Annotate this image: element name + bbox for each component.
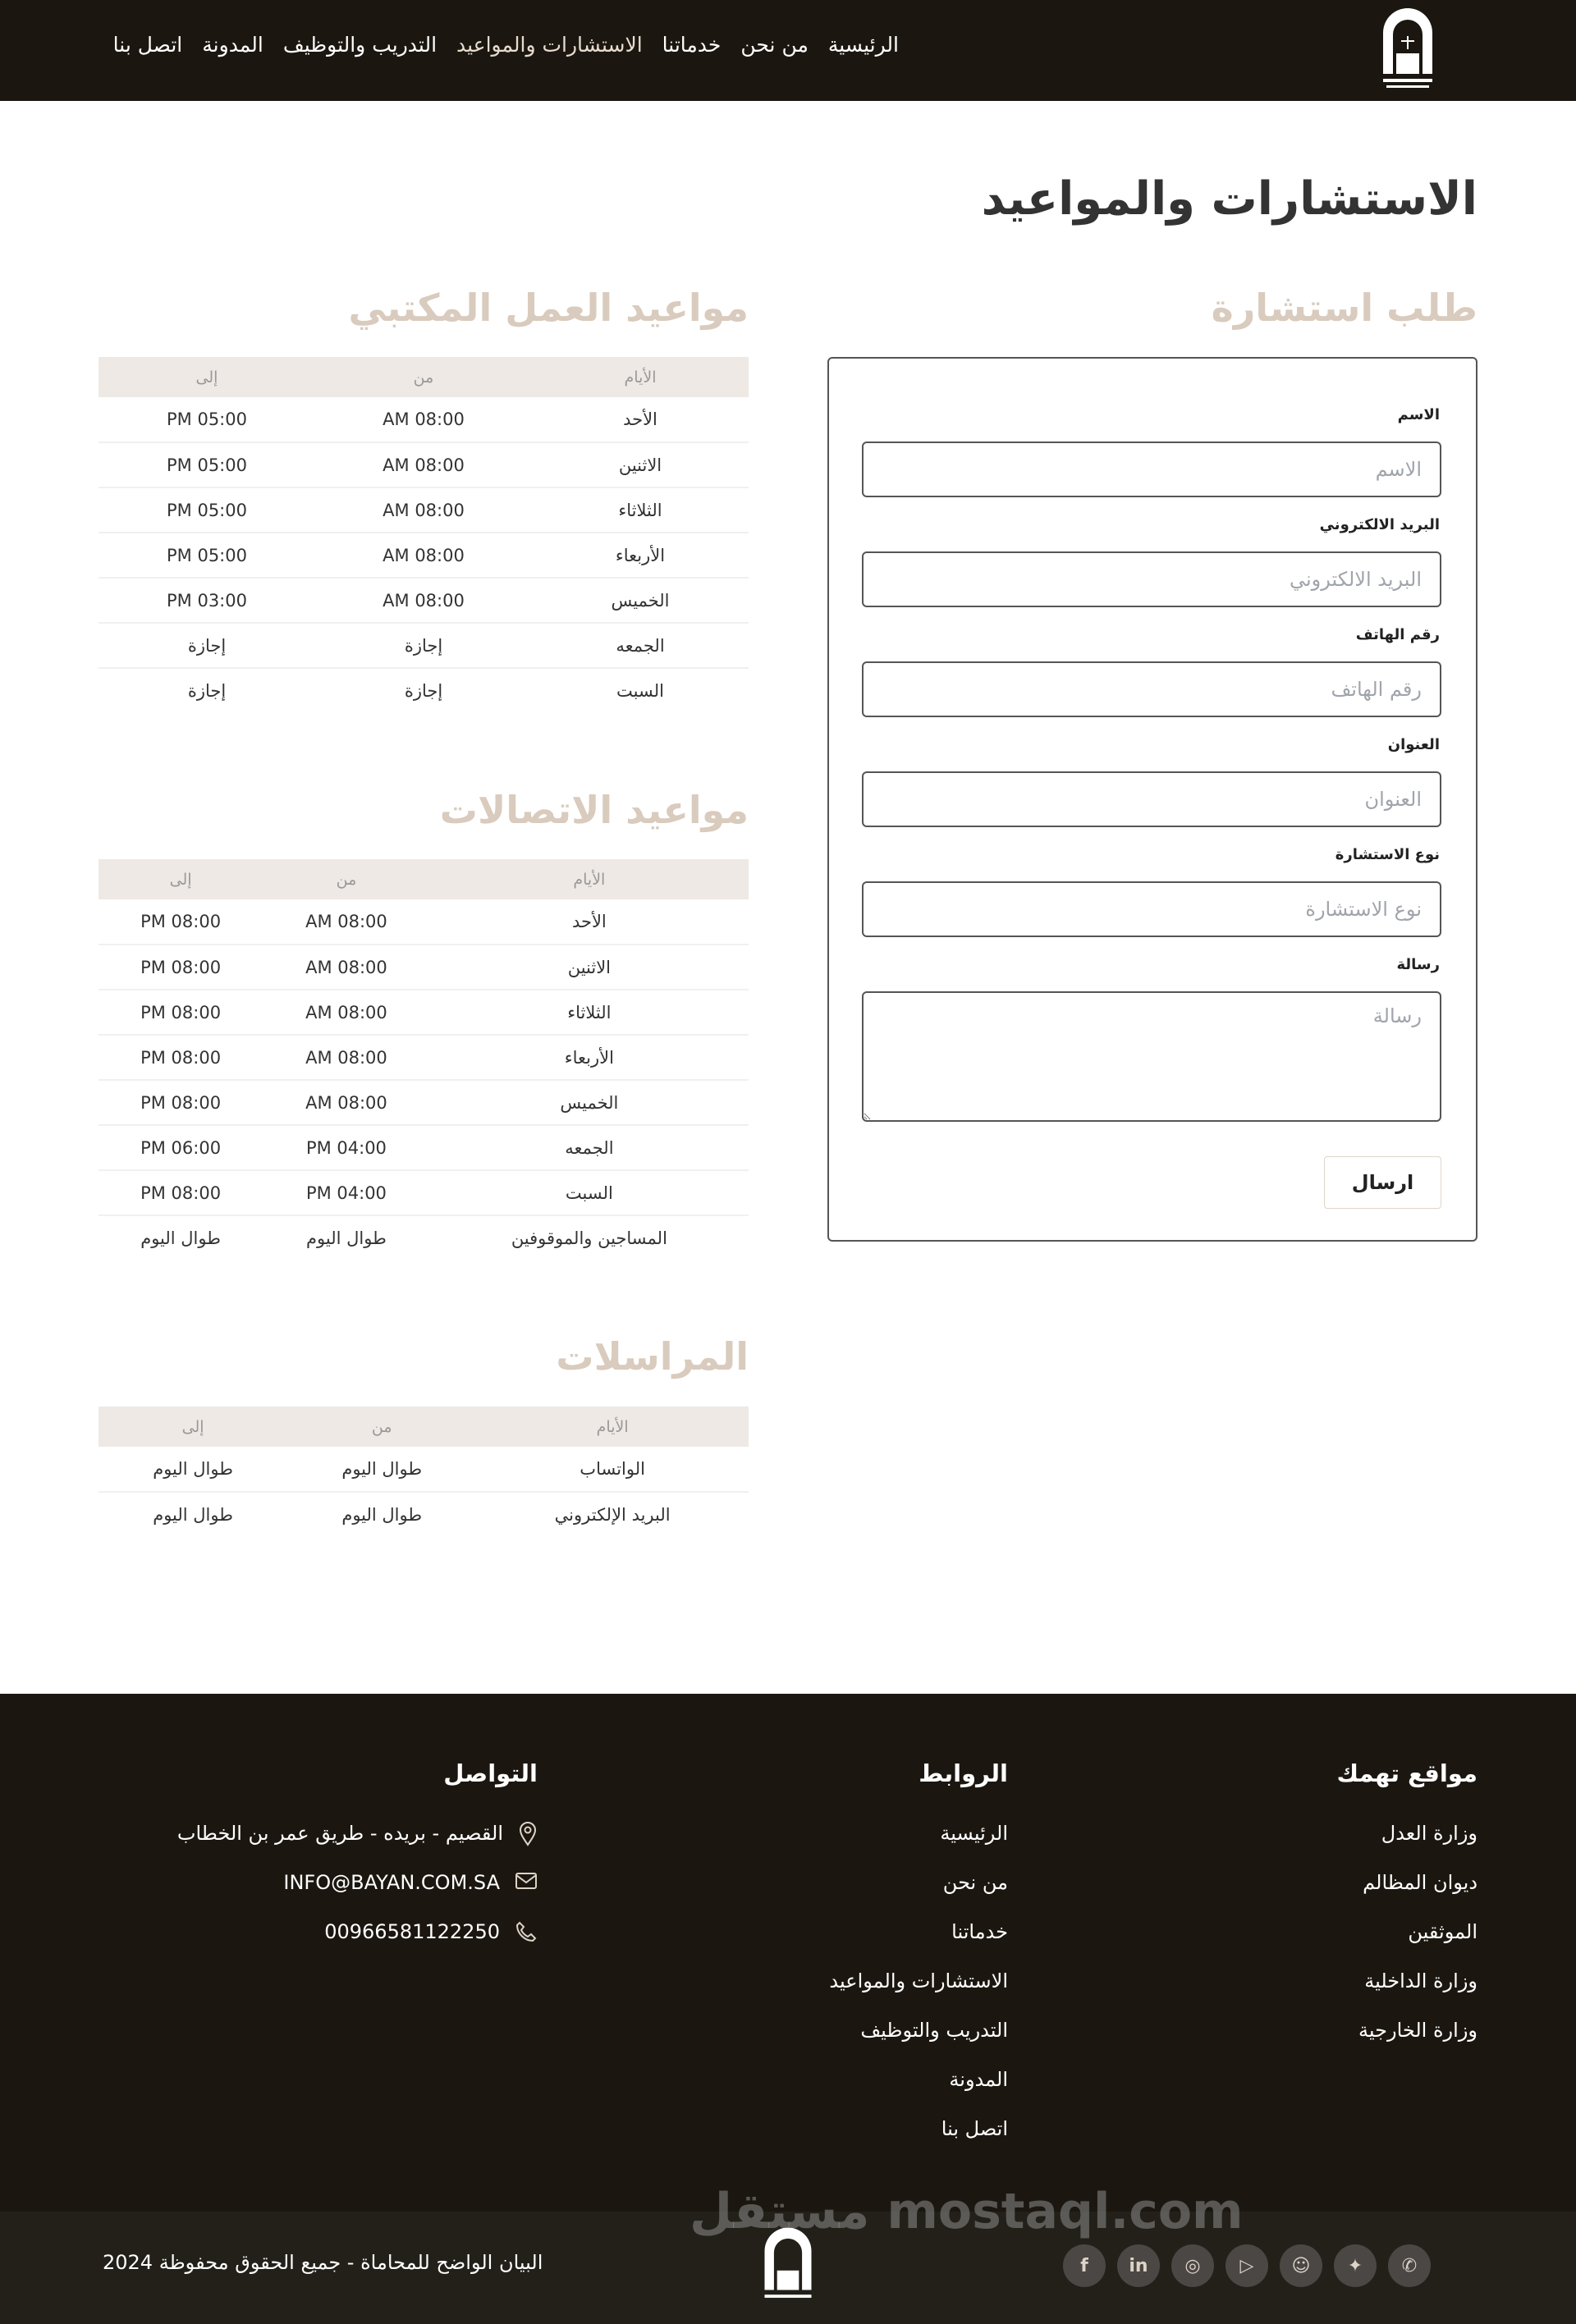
footer-link-label: الموثقين (1408, 1920, 1478, 1943)
nav-services[interactable]: خدماتنا (662, 33, 722, 57)
footer (0, 1694, 1576, 2212)
table-cell: AM 08:00 (263, 1035, 430, 1080)
footer-link[interactable] (1337, 1871, 1478, 1920)
phone-input[interactable] (862, 661, 1441, 717)
youtube-icon[interactable]: ▷ (1226, 2244, 1268, 2287)
table-row (98, 442, 749, 487)
message-label: رسالة (1396, 956, 1440, 973)
footer-link-label: وزارة العدل (1381, 1822, 1478, 1845)
table-cell: الجمعه (430, 1125, 749, 1170)
table-row (98, 578, 749, 623)
table-row (98, 1080, 749, 1125)
footer-link-label: وزارة الخارجية (1358, 2019, 1478, 2042)
footer-link[interactable] (1337, 1920, 1478, 1969)
table-cell: PM 03:00 (98, 578, 315, 623)
phone-label: رقم الهاتف (1355, 626, 1440, 643)
table-row (98, 1170, 749, 1215)
table-row (98, 533, 749, 578)
snapchat-icon[interactable]: ☺ (1280, 2244, 1322, 2287)
table-cell: طوال اليوم (306, 1228, 387, 1248)
table-cell: طوال اليوم (153, 1505, 233, 1525)
table-row (98, 1215, 749, 1260)
table-cell: AM 08:00 (263, 990, 430, 1035)
table-cell: البريد الإلكتروني (554, 1505, 671, 1525)
facebook-icon[interactable]: f (1063, 2244, 1106, 2287)
footer-link[interactable] (1337, 1969, 1478, 2019)
footer-link[interactable] (829, 1871, 1008, 1920)
table-cell: الاثنين (430, 945, 749, 990)
table-cell: AM 08:00 (315, 487, 532, 533)
column-header: إلى (98, 1407, 287, 1447)
table-cell: PM 08:00 (98, 1170, 263, 1215)
footer-links (829, 1759, 1008, 2166)
table-header-row (98, 1407, 749, 1447)
name-label: الاسم (1397, 406, 1440, 423)
phone-icon (515, 1920, 538, 1943)
submit-button[interactable]: ارسال (1324, 1156, 1441, 1209)
twitter-icon[interactable]: ✦ (1334, 2244, 1377, 2287)
footer-link-label: الرئيسية (940, 1822, 1008, 1845)
table-cell: AM 08:00 (315, 397, 532, 442)
consultation-form (827, 357, 1478, 1242)
column-header: من (287, 1407, 476, 1447)
table-cell: الأحد (430, 899, 749, 945)
table-row (98, 1035, 749, 1080)
page-title: الاستشارات والمواعيد (981, 172, 1478, 226)
form-heading: طلب استشارة (1211, 286, 1478, 330)
address-label: العنوان (1387, 736, 1440, 753)
nav-contact[interactable]: اتصل بنا (112, 33, 183, 57)
footer-links-heading: الروابط (919, 1759, 1008, 1787)
whatsapp-icon[interactable]: ✆ (1388, 2244, 1431, 2287)
name-input[interactable] (862, 441, 1441, 497)
location-pin-icon (518, 1822, 538, 1846)
table-cell: PM 08:00 (98, 899, 263, 945)
consultation-type-label: نوع الاستشارة (1335, 846, 1440, 863)
footer-link-label: التدريب والتوظيف (860, 2019, 1008, 2042)
column-header: الأيام (532, 357, 749, 397)
footer-link-label: المدونة (949, 2068, 1008, 2091)
phone-item[interactable] (177, 1920, 538, 1969)
table-cell: إجازة (187, 681, 227, 701)
footer-link-label: الاستشارات والمواعيد (829, 1969, 1008, 1992)
table-row (98, 487, 749, 533)
table-cell: AM 08:00 (263, 1080, 430, 1125)
table-cell: PM 08:00 (98, 1035, 263, 1080)
table-cell: PM 06:00 (98, 1125, 263, 1170)
table-cell: PM 05:00 (98, 397, 315, 442)
envelope-icon (515, 1871, 538, 1891)
message-textarea[interactable] (862, 991, 1441, 1122)
footer-link-label: اتصل بنا (941, 2117, 1008, 2140)
table-cell: طوال اليوم (98, 1447, 287, 1492)
table-row (98, 945, 749, 990)
column-header: الأيام (476, 1407, 749, 1447)
table-cell: PM 08:00 (98, 990, 263, 1035)
table-header-row (98, 357, 749, 397)
table-cell: AM 08:00 (315, 442, 532, 487)
footer-link[interactable] (1337, 1822, 1478, 1871)
social-links (1063, 2244, 1431, 2287)
table-cell: PM 05:00 (98, 533, 315, 578)
table-cell: AM 08:00 (315, 578, 532, 623)
footer-link[interactable] (829, 1920, 1008, 1969)
footer-sites-heading: مواقع تهمك (1336, 1759, 1478, 1787)
email-label: البريد الالكتروني (1319, 516, 1440, 533)
nav-consultations[interactable]: الاستشارات والمواعيد (456, 33, 643, 57)
calls-hours-table (98, 859, 749, 1260)
footer-link-label: وزارة الداخلية (1364, 1969, 1478, 1992)
table-cell: PM 04:00 (263, 1125, 430, 1170)
table-cell: طوال اليوم (140, 1228, 221, 1248)
correspondence-heading: المراسلات (556, 1334, 749, 1379)
table-row (98, 899, 749, 945)
footer-link[interactable] (829, 2068, 1008, 2117)
email-link[interactable]: INFO@BAYAN.COM.SA (283, 1871, 500, 1894)
table-row (98, 1492, 749, 1537)
footer-link[interactable] (829, 2019, 1008, 2068)
main-nav (113, 33, 899, 57)
table-cell: السبت (616, 681, 664, 701)
office-hours-table (98, 357, 749, 713)
column-header: الأيام (430, 859, 749, 899)
footer-link-label: من نحن (942, 1871, 1008, 1894)
table-cell: الأربعاء (430, 1035, 749, 1080)
table-cell: المساجين والموقوفين (511, 1228, 667, 1248)
logo[interactable] (1375, 8, 1441, 92)
table-cell: طوال اليوم (341, 1505, 423, 1525)
email-input[interactable] (862, 551, 1441, 607)
table-cell: PM 05:00 (98, 487, 315, 533)
footer-link[interactable] (1337, 2019, 1478, 2068)
table-row (98, 397, 749, 442)
column-header: إلى (98, 859, 263, 899)
footer-sites (1337, 1759, 1478, 2068)
table-row (98, 623, 749, 668)
footer-link-label: خدماتنا (951, 1920, 1008, 1943)
column-header: إلى (98, 357, 315, 397)
column-header: من (263, 859, 430, 899)
address-item (177, 1822, 538, 1871)
site-header (0, 0, 1576, 101)
table-cell: إجازة (98, 623, 315, 668)
footer-contact-heading: التواصل (443, 1759, 538, 1787)
table-cell: الأحد (532, 397, 749, 442)
correspondence-table (98, 1407, 749, 1537)
table-cell: PM 04:00 (263, 1170, 430, 1215)
nav-training[interactable]: التدريب والتوظيف (282, 33, 438, 57)
footer-link-label: ديوان المظالم (1363, 1871, 1478, 1894)
column-header: من (315, 357, 532, 397)
email-item[interactable] (177, 1871, 538, 1920)
copyright: البيان الواضح للمحاماة - جميع الحقوق محفوظة 2024 (103, 2251, 543, 2274)
table-cell: الخميس (532, 578, 749, 623)
table-row (98, 1125, 749, 1170)
table-cell: الأربعاء (532, 533, 749, 578)
table-cell: AM 08:00 (263, 945, 430, 990)
table-cell: الاثنين (532, 442, 749, 487)
nav-about[interactable]: من نحن (740, 33, 809, 57)
footer-link[interactable] (829, 1969, 1008, 2019)
table-cell: الثلاثاء (430, 990, 749, 1035)
nav-blog[interactable]: المدونة (202, 33, 263, 57)
table-row (98, 668, 749, 713)
table-cell: طوال اليوم (287, 1447, 476, 1492)
address-text: القصيم - بريده - طريق عمر بن الخطاب (176, 1822, 503, 1845)
table-cell: الثلاثاء (532, 487, 749, 533)
table-cell: AM 08:00 (263, 899, 430, 945)
instagram-icon[interactable]: ◎ (1171, 2244, 1214, 2287)
table-cell: إجازة (315, 623, 532, 668)
calls-hours-heading: مواعيد الاتصالات (439, 788, 749, 832)
table-cell: الجمعه (532, 623, 749, 668)
linkedin-icon[interactable]: in (1117, 2244, 1160, 2287)
table-cell: الخميس (430, 1080, 749, 1125)
table-cell: PM 05:00 (98, 442, 315, 487)
table-header-row (98, 859, 749, 899)
consultation-type-input[interactable] (862, 881, 1441, 937)
footer-link[interactable] (829, 2117, 1008, 2166)
footer-contact (177, 1759, 538, 1969)
table-cell: AM 08:00 (315, 533, 532, 578)
table-row (98, 1447, 749, 1492)
footer-link[interactable] (829, 1822, 1008, 1871)
table-cell: الواتساب (476, 1447, 749, 1492)
table-cell: إجازة (404, 681, 443, 701)
office-hours-heading: مواعيد العمل المكتبي (348, 286, 749, 330)
table-cell: PM 08:00 (98, 945, 263, 990)
address-input[interactable] (862, 771, 1441, 827)
table-row (98, 990, 749, 1035)
watermark: مستقل mostaql.com (690, 2183, 1244, 2240)
phone-link[interactable]: 00966581122250 (324, 1920, 500, 1943)
nav-home[interactable]: الرئيسية (827, 33, 899, 57)
table-cell: السبت (430, 1170, 749, 1215)
table-cell: PM 08:00 (98, 1080, 263, 1125)
